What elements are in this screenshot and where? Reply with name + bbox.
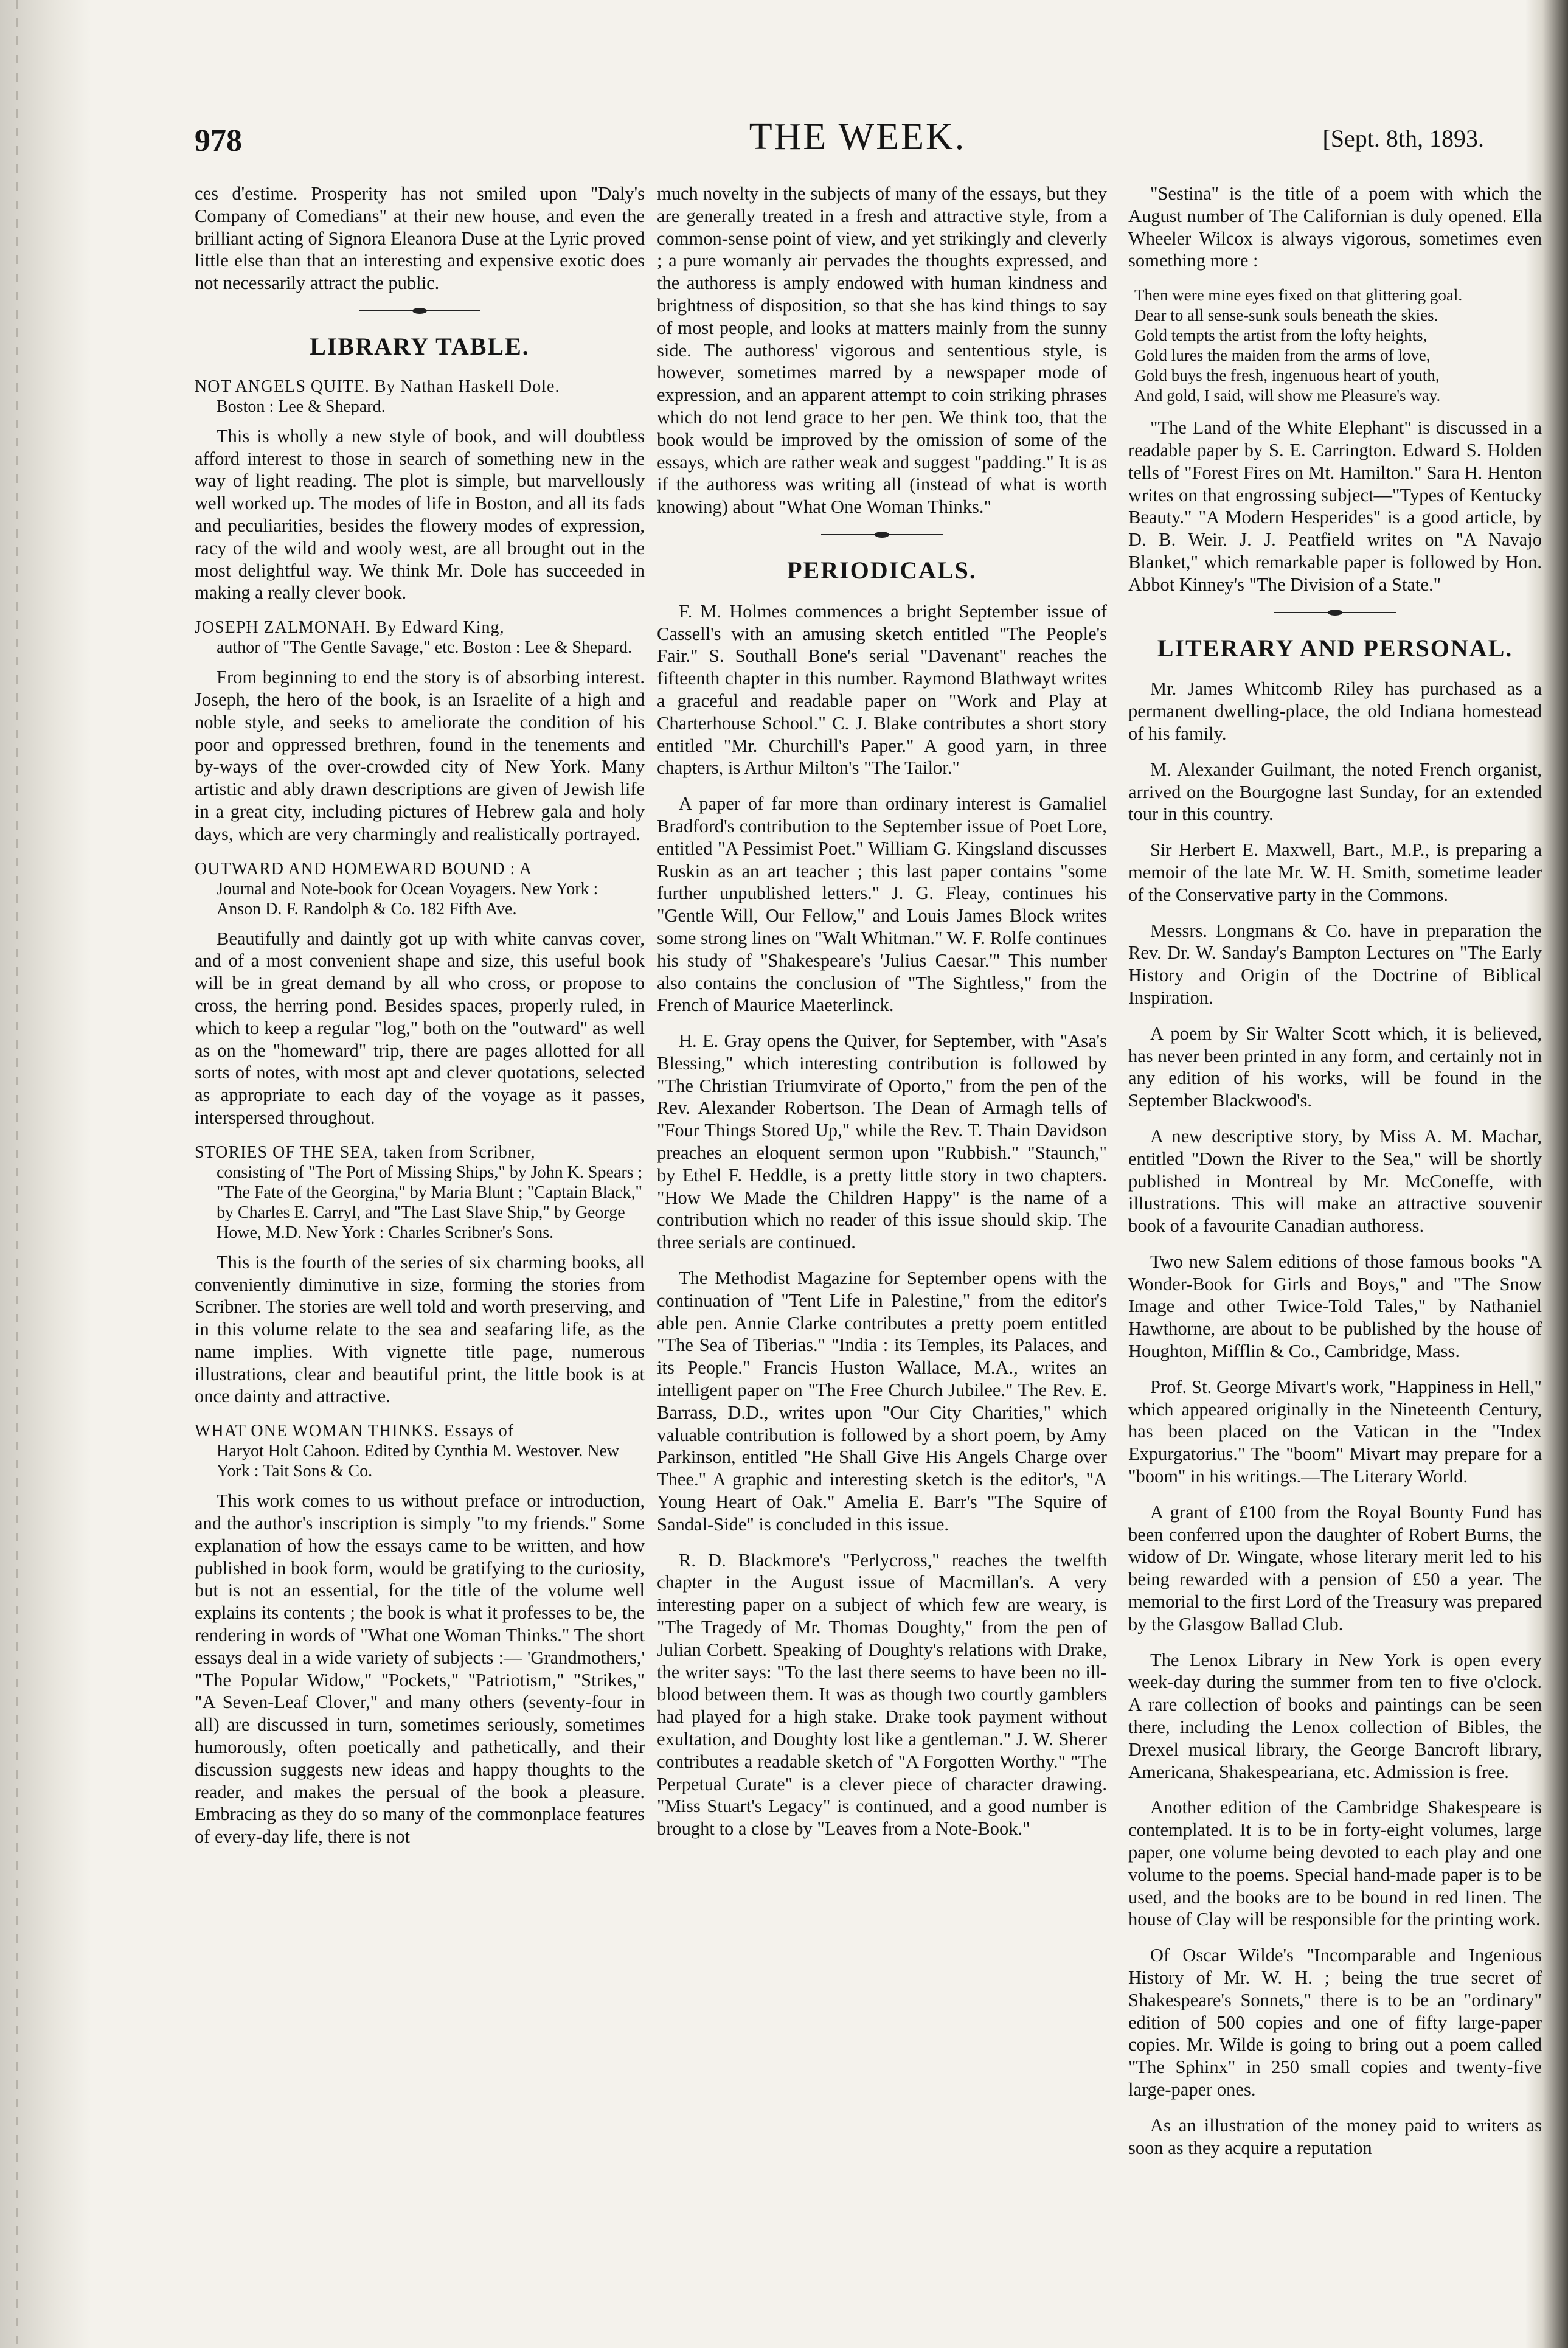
paragraph: Mr. James Whitcomb Riley has purchased as a permanent dwelling-place, the old Indiana homestead of his family. xyxy=(1128,678,1542,744)
verse-quote xyxy=(1128,285,1542,406)
verse-line: Then were mine eyes fixed on that glittering goal. xyxy=(1134,286,1463,305)
review-publisher: consisting of "The Port of Missing Ships," by John K. Spears ; "The Fate of the Georgina," by Maria Blunt ; "Captain Black," by Charles E. Carryl, and "The Last Slave Ship," by George Howe, M.D. New York : Charles Scribner's Sons. xyxy=(217,1162,643,1242)
review-body: This work comes to us without preface or introduction, and the author's inscription is simply "to my friends." Some explanation of how the essays came to be written, and how published in book form, would be gratifying to the curiosity, but is not an essential, for the title of the volume well explains its contents ; the book is what it professes to be, the rendering in words of "What one Woman Thinks." The short essays deal in a wide variety of subjects :— 'Grandmothers,' "The Popular Widow," "Pockets," "Patriotism," "Strikes," "A Seven-Leaf Clover," and many others (seventy-four in all) are discussed in turn, sometimes seriously, sometimes humorously, often poetically and pathetically, and their discussion suggests new ideas and happy thoughts to the reader, and makes the persual of the book a pleasure. Embracing as they do so many of the commonplace features of every-day life, there is not xyxy=(195,1490,645,1847)
paragraph: A poem by Sir Walter Scott which, it is believed, has never been printed in any form, and certainly not in any edition of his works, will be found in the September Blackwood's. xyxy=(1128,1023,1542,1111)
binding-gutter xyxy=(0,0,91,2348)
review-publisher: author of "The Gentle Savage," etc. Boston : Lee & Shepard. xyxy=(217,638,632,658)
paragraph: Messrs. Longmans & Co. have in preparation the Rev. Dr. W. Sanday's Bampton Lectures on "The Early History and Origin of the Doctrine of Biblical Inspiration. xyxy=(1128,920,1542,1008)
paragraph: much novelty in the subjects of many of the essays, but they are generally treated in a fresh and attractive style, from a common-sense point of view, and yet strikingly and cleverly ; a pure womanly air pervades the thoughts expressed, and the authoress is amply endowed with human kindness and brightness of disposition, so that she has kind things to say of most people, and looks at matters mainly from the sunny side. The authoress' vigorous and sententious style, is however, sometimes marred by a newspaper mode of expression, and an apparent attempt to coin striking phrases which do not lend grace to her pen. We think too, that the book would be improved by the omission of some of the essays, which are rather weak and suggest "padding." It is as if the authoress was writing all (instead of what is worth knowing) about "What One Woman Thinks." xyxy=(657,183,1107,518)
paragraph: R. D. Blackmore's "Perlycross," reaches the twelfth chapter in the August issue of Macmillan's. A very interesting paper on a subject of which few are weary, is "The Tragedy of Mr. Thomas Doughty," from the pen of Julian Corbett. Speaking of Doughty's relations with Drake, the writer says: "To the last there seems to have been no ill-blood between them. It was as though two courtly gamblers had played for a high stake. Drake took payment without exultation, and Doughty lost like a gentleman." J. W. Sherer contributes a readable sketch of "A Forgotten Worthy." "The Perpetual Curate" is a clever piece of character drawing. "Miss Stuart's Legacy" is continued, and a good number is brought to a close by "Leaves from a Note-Book." xyxy=(657,1549,1107,1839)
review-body: From beginning to end the story is of absorbing interest. Joseph, the hero of the book, is an Israelite of a high and noble style, and seeks to ameliorate the condition of his poor and oppressed brethren, found in the tenements and by-ways of the over-crowded city of New York. Many artistic and ably drawn descriptions are given of Jewish life in a great city, including pictures of Hebrew gala and holy days, which are very charmingly and realistically portrayed. xyxy=(195,667,645,844)
column-1 xyxy=(195,182,645,1861)
paragraph: H. E. Gray opens the Quiver, for September, with "Asa's Blessing," which interesting contribution is followed by "The Christian Triumvirate of Oporto," from the pen of the Rev. Alexander Robertson. The Dean of Armagh tells of "Four Things Stored Up," while the Rev. T. Thain Davidson preaches an eloquent sermon upon "Rubbish." "Staunch," by Ethel F. Heddle, is a pretty little story in two chapters. "How We Made the Children Happy" is the name of a contribution which no reader of this issue should skip. The three serials are continued. xyxy=(657,1030,1107,1253)
review-body: This is wholly a new style of book, and will doubtless afford interest to those in search of something new in the way of light reading. The plot is simple, but marvellously well worked up. The modes of life in Boston, and all its fads and peculiarities, besides the flowery modes of expression, racy of the wild and wooly west, are all brought out in the most delightful way. We think Mr. Dole has succeeded in making a really clever book. xyxy=(195,425,645,603)
review-heading xyxy=(195,1421,645,1481)
review-title: JOSEPH ZALMONAH. By Edward King, xyxy=(195,618,505,637)
review-title: NOT ANGELS QUITE. By Nathan Haskell Dole. xyxy=(195,377,560,396)
issue-date: [Sept. 8th, 1893. xyxy=(1322,125,1484,152)
paragraph: Another edition of the Cambridge Shakespeare is contemplated. It is to be in forty-eight volumes, large paper, one volume being devoted to each play and one volume to the poems. Special hand-made paper is to be used, and the books are to be bound in red linen. The house of Clay will be responsible for the printing work. xyxy=(1128,1797,1542,1930)
review-heading xyxy=(195,859,645,919)
ornament-divider xyxy=(1274,610,1396,616)
paragraph: "Sestina" is the title of a poem with which the August number of The Californian is duly opened. Ella Wheeler Wilcox is always vigorous, sometimes even something more : xyxy=(1128,183,1542,271)
section-title-periodicals: PERIODICALS. xyxy=(787,556,977,584)
paragraph: "The Land of the White Elephant" is discussed in a readable paper by S. E. Carrington. Edward S. Holden tells of "Forest Fires on Mt. Hamilton." Sara H. Henton writes on that engrossing subject—"Types of Kentucky Beauty." "A Modern Hesperides" is a good article, by D. B. Weir. J. J. Peatfield writes on "A Navajo Blanket," which remarkable paper is followed by Hon. Abbot Kinney's "The Division of a State." xyxy=(1128,417,1542,595)
paragraph: As an illustration of the money paid to writers as soon as they acquire a reputation xyxy=(1128,2114,1542,2158)
column-2 xyxy=(657,182,1107,1853)
section-title-literary-and-personal: LITERARY AND PERSONAL. xyxy=(1157,634,1513,662)
page-header xyxy=(195,116,1521,164)
review-title: STORIES OF THE SEA, taken from Scribner, xyxy=(195,1142,536,1162)
review-heading xyxy=(195,617,645,658)
review-body: Beautifully and daintly got up with white canvas cover, and of a most convenient shape and size, this useful book will be in great demand by all who cross, or propose to cross, the herring pond. Besides spaces, properly ruled, in which to keep a regular "log," both on the "outward" as well as on the "homeward" trip, there are pages allotted for all sorts of notes, with most apt and clever quotations, selected as appropriate to each day of the voyage as it passes, interspersed throughout. xyxy=(195,928,645,1128)
verse-line: Dear to all sense-sunk souls beneath the skies. xyxy=(1134,306,1438,325)
paragraph: A grant of £100 from the Royal Bounty Fund has been conferred upon the daughter of Robert Burns, the widow of Dr. Wingate, whose literary merit led to his being rewarded with a pension of £50 a year. The memorial to the first Lord of the Treasury was prepared by the Glasgow Ballad Club. xyxy=(1128,1501,1542,1634)
paragraph: A paper of far more than ordinary interest is Gamaliel Bradford's contribution to the September issue of Poet Lore, entitled "A Pessimist Poet." William G. Kingsland discusses Ruskin as an art teacher ; this last paper contains "some further unpublished letters." J. G. Fleay, continues his "Gentle Will, Our Fellow," and Louis James Block writes some strong lines on "Walt Whitman." W. F. Rolfe continues his study of "Shakespeare's 'Julius Caesar.'" This number also contains the conclusion of "The Sightless," from the French of Maurice Maeterlinck. xyxy=(657,793,1107,1016)
paragraph: F. M. Holmes commences a bright September issue of Cassell's with an amusing sketch entitled "The People's Fair." S. Southall Bone's serial "Davenant" reaches the fifteenth chapter in this number. Raymond Blathwayt writes a graceful and readable paper on "Work and Play at Charterhouse School." C. J. Blake contributes a short story entitled "Mr. Churchill's Paper." A good yarn, in three chapters, is Arthur Milton's "The Tailor." xyxy=(657,600,1107,779)
review-heading xyxy=(195,377,645,417)
review-heading xyxy=(195,1142,645,1243)
paragraph: Two new Salem editions of those famous books "A Wonder-Book for Girls and Boys," and "The Snow Image and other Twice-Told Tales," by Nathaniel Hawthorne, are about to be published by the house of Houghton, Mifflin & Co., Cambridge, Mass. xyxy=(1128,1251,1542,1362)
paragraph: ces d'estime. Prosperity has not smiled upon "Daly's Company of Comedians" at their new house, and even the brilliant acting of Signora Eleanora Duse at the Lyric proved little else than that an interesting and expensive exotic does not necessarily attract the public. xyxy=(195,183,645,294)
paragraph: A new descriptive story, by Miss A. M. Machar, entitled "Down the River to the Sea," will be shortly published in Montreal by Mr. McConeffe, with illustrations. This will make an attractive souvenir book of a favourite Canadian authoress. xyxy=(1128,1125,1542,1237)
page-number: 978 xyxy=(195,123,242,158)
paragraph: Prof. St. George Mivart's work, "Happiness in Hell," which appeared originally in the Nineteenth Century, has been placed on the Vatican in the "Index Expurgatorius." The "boom" Mivart may prepare for a "boom" in his writings.—The Literary World. xyxy=(1128,1376,1542,1487)
ornament-divider xyxy=(359,308,480,314)
ornament-divider xyxy=(821,532,943,538)
review-title: OUTWARD AND HOMEWARD BOUND : A xyxy=(195,859,532,878)
review-publisher: Haryot Holt Cahoon. Edited by Cynthia M. Westover. New York : Tait Sons & Co. xyxy=(217,1442,620,1481)
column-3 xyxy=(1128,182,1542,2172)
paragraph: Sir Herbert E. Maxwell, Bart., M.P., is preparing a memoir of the late Mr. W. H. Smith, sometime leader of the Conservative party in the Commons. xyxy=(1128,839,1542,905)
section-title-library-table: LIBRARY TABLE. xyxy=(310,332,530,360)
verse-line: Gold buys the fresh, ingenuous heart of youth, xyxy=(1134,366,1440,385)
review-title: WHAT ONE WOMAN THINKS. Essays of xyxy=(195,1422,515,1441)
paragraph: The Methodist Magazine for September opens with the continuation of "Tent Life in Palestine," from the editor's able pen. Annie Clarke contributes a pretty poem entitled "The Sea of Tiberias." "India : its Temples, its Palaces, and its People." Francis Huston Wallace, M.A., writes an intelligent paper on "The Free Church Jubilee." The Rev. E. Barrass, D.D., writes upon "Our City Charities," which valuable contribution is followed by a short poem, by Amy Parkinson, entitled "He Shall Give His Angels Charge over Thee." A graphic and interesting sketch is the editor's, "A Young Heart of Oak." Amelia E. Barr's "The Squire of Sandal-Side" is concluded in this issue. xyxy=(657,1268,1107,1535)
review-publisher: Boston : Lee & Shepard. xyxy=(217,397,386,416)
verse-line: Gold lures the maiden from the arms of love, xyxy=(1134,346,1431,365)
verse-line: Gold tempts the artist from the lofty heights, xyxy=(1134,326,1428,345)
review-body: This is the fourth of the series of six charming books, all conveniently diminutive in size, forming the stories from Scribner. The stories are well told and worth preserving, and in this volume relate to the sea and seafaring life, as the name implies. With vignette title page, numerous illustrations, clear and beautiful print, the little book is at once dainty and attractive. xyxy=(195,1251,645,1407)
paragraph: Of Oscar Wilde's "Incomparable and Ingenious History of Mr. W. H. ; being the true secret of Shakespeare's Sonnets," there is to be an "ordinary" edition of 500 copies and one of fifty large-paper copies. Mr. Wilde is going to bring out a poem called "The Sphinx" in 250 small copies and twenty-five large-paper ones. xyxy=(1128,1945,1542,2100)
review-publisher: Journal and Note-book for Ocean Voyagers. New York : Anson D. F. Randolph & Co. 182 Fifth Ave. xyxy=(217,879,598,919)
paragraph: M. Alexander Guilmant, the noted French organist, arrived on the Bourgogne last Sunday, for an extended tour in this country. xyxy=(1128,759,1542,825)
verse-line: And gold, I said, will show me Pleasure's way. xyxy=(1134,386,1441,405)
paragraph: The Lenox Library in New York is open every week-day during the summer from ten to five o'clock. A rare collection of books and paintings can be seen there, including the Lenox collection of Bibles, the Drexel musical library, the George Bancroft library, Americana, Shakespeariana, etc. Admission is free. xyxy=(1128,1649,1542,1782)
masthead: THE WEEK. xyxy=(749,116,966,158)
